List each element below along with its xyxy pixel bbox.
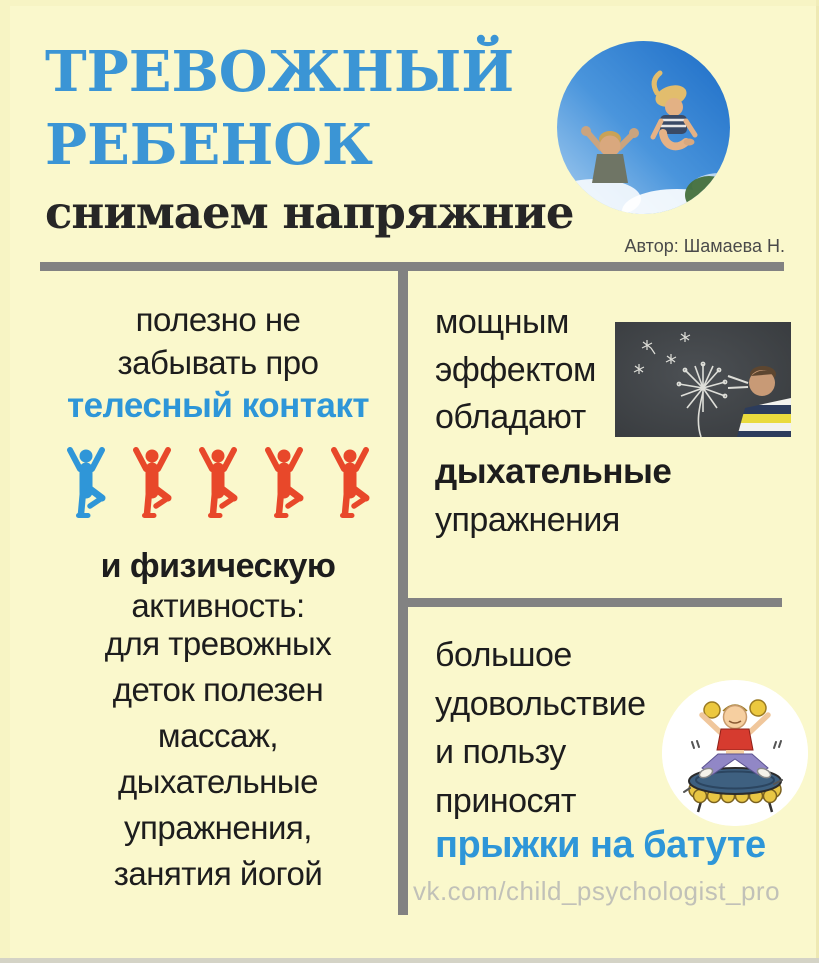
touch-contact-text	[40, 298, 396, 427]
yoga-pose-icon	[328, 447, 372, 521]
title-line-2: РЕБЕНОК	[45, 112, 373, 178]
breathing-bold-word: дыхательные	[435, 452, 672, 491]
text-line: занятия йогой	[113, 855, 323, 892]
physical-activity-bold: и физическую	[100, 547, 336, 585]
text-line: для тревожных	[104, 625, 332, 662]
yoga-icons-row	[40, 447, 396, 521]
column-divider-bar	[398, 262, 408, 915]
right-panel-divider-bar	[398, 598, 782, 607]
yoga-pose-icon	[64, 447, 108, 521]
text-line: и пользу	[435, 733, 566, 771]
touch-contact-highlight: телесный контакт	[67, 386, 369, 425]
text-line: упражнения,	[124, 809, 312, 846]
yoga-pose-icon	[130, 447, 174, 521]
text-line: удовольствие	[435, 684, 646, 723]
text-line: эффектом	[435, 350, 596, 389]
kids-jumping-photo	[557, 41, 730, 214]
text-line: активность:	[131, 587, 305, 624]
yoga-pose-icon	[196, 447, 240, 521]
text-line: обладают	[435, 398, 586, 436]
trampoline-highlight: прыжки на батуте	[435, 824, 766, 866]
text-line: упражнения	[435, 501, 620, 539]
header-divider-bar	[40, 262, 784, 271]
chalkboard-graphic	[615, 322, 791, 437]
physical-activity-text	[40, 546, 396, 624]
page-subtitle: снимаем напряжние	[45, 186, 574, 239]
author-credit: Автор: Шамаева Н.	[624, 236, 785, 256]
text-line: большое	[435, 636, 572, 674]
text-line: полезно не	[135, 301, 301, 338]
trampoline-graphic	[662, 680, 808, 826]
activity-list-text	[40, 621, 396, 897]
vk-page-link: vk.com/child_psychologist_pro	[412, 876, 781, 906]
text-line: приносят	[435, 781, 576, 820]
text-line: деток полезен	[112, 671, 324, 708]
chalkboard-dandelion-photo	[615, 322, 791, 437]
breathing-exercise-text	[435, 448, 671, 544]
text-line: массаж,	[157, 717, 279, 754]
text-line: забывать про	[117, 344, 319, 381]
trampoline-illustration	[662, 680, 808, 826]
sky-photo-graphic	[557, 41, 730, 214]
trampoline-intro-text	[435, 631, 646, 825]
yoga-pose-icon	[262, 447, 306, 521]
text-line: дыхательные	[118, 763, 318, 800]
title-line-1: ТРЕВОЖНЫЙ	[45, 39, 515, 105]
page-title	[45, 36, 514, 182]
text-line: мощным	[435, 303, 569, 341]
breathing-intro-text	[435, 299, 596, 442]
